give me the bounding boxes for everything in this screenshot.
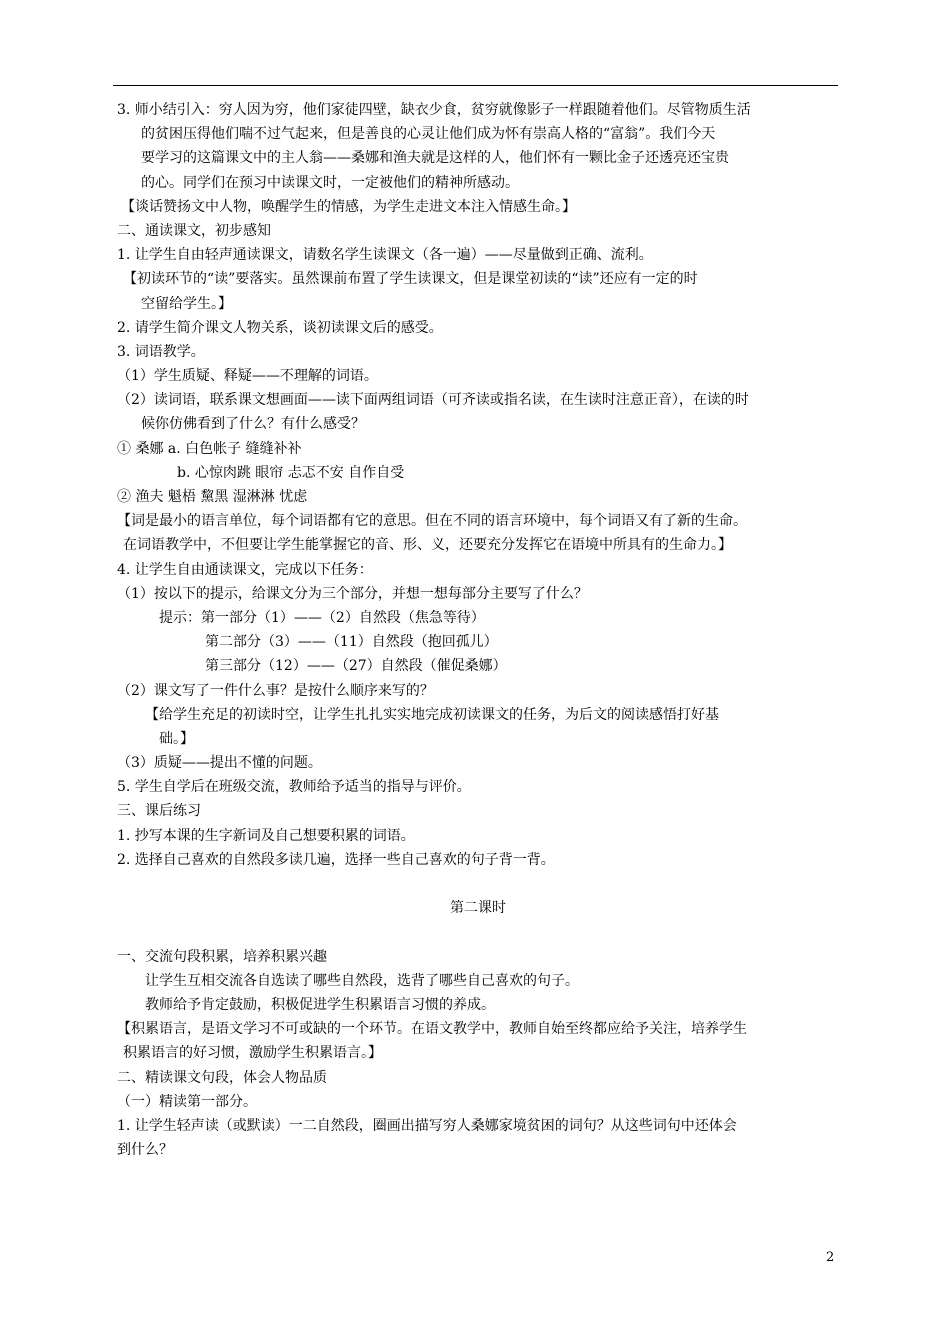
text-line: 候你仿佛看到了什么？有什么感受？ bbox=[141, 416, 365, 433]
hint-line: 第三部分（12）——（27）自然段（催促桑娜） bbox=[205, 658, 507, 675]
annotation-line: 【积累语言，是语文学习不可或缺的一个环节。在语文教学中，教师自始至终都应给予关注，培养学生 bbox=[117, 1021, 747, 1038]
text-line: （2）课文写了一件什么事？是按什么顺序来写的？ bbox=[117, 682, 434, 699]
annotation-line: 【谈话赞扬文中人物，唤醒学生的情感，为学生走进文本注入情感生命。】 bbox=[121, 198, 576, 215]
annotation-line: 【给学生充足的初读时空，让学生扎扎实实地完成初读课文的任务，为后文的阅读感悟打好基 bbox=[145, 706, 719, 723]
annotation-line: 积累语言的好习惯，激励学生积累语言。】 bbox=[123, 1045, 382, 1062]
text-line: 到什么？ bbox=[117, 1142, 173, 1159]
text-line: 5. 学生自学后在班级交流，教师给予适当的指导与评价。 bbox=[117, 779, 471, 796]
text-line: 1. 让学生轻声读（或默读）一二自然段，圈画出描写穷人桑娜家境贫困的词句？从这些词句中还体会 bbox=[117, 1117, 737, 1134]
text-line: 3. 师小结引入：穷人因为穷，他们家徒四壁，缺衣少食，贫穷就像影子一样跟随着他们。尽管物质生活 bbox=[117, 102, 751, 118]
text-line: 3. 词语教学。 bbox=[117, 343, 205, 360]
text-line: 2. 选择自己喜欢的自然段多读几遍，选择一些自己喜欢的句子背一背。 bbox=[117, 851, 555, 868]
text-line: 的贫困压得他们喘不过气起来，但是善良的心灵让他们成为怀有崇高人格的“富翁”。我们今天 bbox=[141, 126, 716, 143]
annotation-line: 在词语教学中，不但要让学生能掌握它的音、形、义，还要充分发挥它在语境中所具有的生命力。】 bbox=[123, 537, 732, 554]
text-line: 4. 让学生自由通读课文，完成以下任务： bbox=[117, 561, 373, 578]
text-line: 要学习的这篇课文中的主人翁——桑娜和渔夫就是这样的人，他们怀有一颗比金子还透亮还宝贵 bbox=[141, 150, 729, 167]
vocab-line: ② 渔夫 魁梧 黧黑 湿淋淋 忧虑 bbox=[117, 489, 308, 505]
annotation-line: 空留给学生。】 bbox=[141, 295, 232, 312]
text-line: 让学生互相交流各自选读了哪些自然段，选背了哪些自己喜欢的句子。 bbox=[145, 972, 579, 989]
header-rule bbox=[113, 85, 838, 86]
annotation-line: 【词是最小的语言单位，每个词语都有它的意思。但在不同的语言环境中，每个词语又有了新的生命。 bbox=[117, 513, 747, 530]
hint-line: 提示：第一部分（1）——（2）自然段（焦急等待） bbox=[159, 609, 485, 626]
page-number: 2 bbox=[826, 1250, 835, 1265]
text-line: 2. 请学生简介课文人物关系，谈初读课文后的感受。 bbox=[117, 319, 443, 336]
section-heading: 二、精读课文句段，体会人物品质 bbox=[117, 1069, 327, 1086]
section-heading: 二、通读课文，初步感知 bbox=[117, 222, 271, 239]
section-heading: 三、课后练习 bbox=[117, 803, 201, 820]
text-line: 教师给予肯定鼓励，积极促进学生积累语言习惯的养成。 bbox=[145, 996, 495, 1013]
text-line: （2）读词语，联系课文想画面——读下面两组词语（可齐读或指名读，在生读时注意正音），在读的时 bbox=[117, 392, 749, 409]
text-line: （1）学生质疑、释疑——不理解的词语。 bbox=[117, 368, 378, 385]
text-line: 1. 抄写本课的生字新词及自己想要积累的词语。 bbox=[117, 827, 415, 844]
vocab-line: ① 桑娜 a. 白色帐子 缝缝补补 bbox=[117, 440, 302, 457]
text-line: 1. 让学生自由轻声通读课文，请数名学生读课文（各一遍）——尽量做到正确、流利。 bbox=[117, 247, 653, 264]
annotation-line: 础。】 bbox=[159, 730, 194, 747]
annotation-line: 【初读环节的“读”要落实。虽然课前布置了学生读课文，但是课堂初读的“读”还应有一定的时 bbox=[123, 271, 698, 288]
lesson-heading: 第二课时 bbox=[450, 900, 506, 917]
section-heading: 一、交流句段积累，培养积累兴趣 bbox=[117, 948, 327, 965]
text-line: （一）精读第一部分。 bbox=[117, 1093, 257, 1110]
text-line: （3）质疑——提出不懂的问题。 bbox=[117, 755, 322, 772]
text-line: 的心。同学们在预习中读课文时，一定被他们的精神所感动。 bbox=[141, 174, 519, 191]
document-body bbox=[117, 98, 839, 1162]
hint-line: 第二部分（3）——（11）自然段（抱回孤儿） bbox=[205, 634, 498, 651]
vocab-line: b. 心惊肉跳 眼帘 忐忑不安 自作自受 bbox=[177, 464, 405, 481]
text-line: （1）按以下的提示，给课文分为三个部分，并想一想每部分主要写了什么？ bbox=[117, 585, 588, 602]
